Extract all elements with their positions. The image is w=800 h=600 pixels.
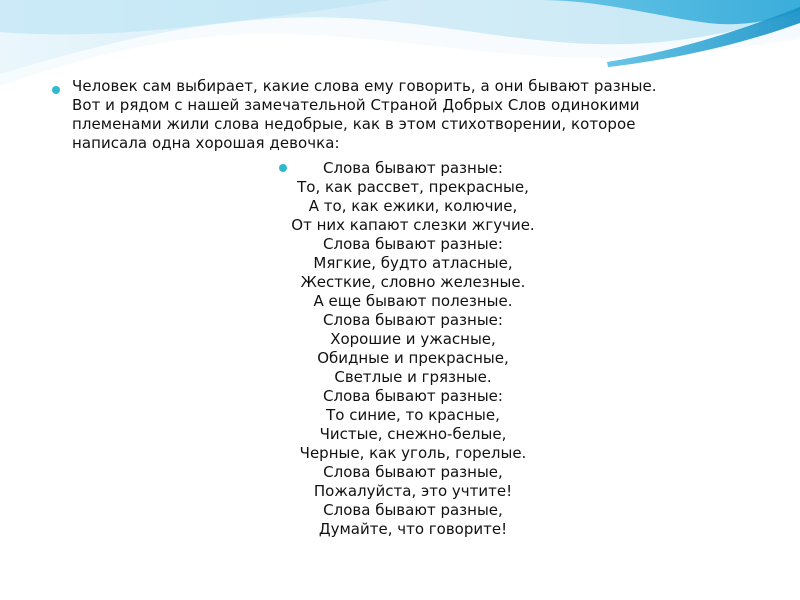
poem-line: А то, как ежики, колючие, [308, 197, 518, 215]
poem-line: Пожалуйста, это учтите! [313, 482, 513, 500]
poem-line: То, как рассвет, прекрасные, [297, 178, 529, 196]
poem-line: Думайте, что говорите! [318, 520, 508, 538]
poem-line: То синие, то красные, [326, 406, 500, 424]
intro-bullet-icon [52, 86, 60, 94]
poem-line: Слова бывают разные: [323, 311, 503, 329]
poem-line: Мягкие, будто атласные, [313, 254, 513, 272]
poem-line: А еще бывают полезные. [313, 292, 513, 310]
poem-line: Жесткие, словно железные. [300, 273, 526, 291]
poem-line: Слова бывают разные, [323, 501, 503, 519]
poem-line: Светлые и грязные. [334, 368, 492, 386]
poem-line: Слова бывают разные: [323, 387, 503, 405]
poem-line: Слова бывают разные: [323, 159, 503, 177]
poem-line: Обидные и прекрасные, [317, 349, 509, 367]
poem-line: Хорошие и ужасные, [330, 330, 496, 348]
intro-text: Человек сам выбирает, какие слова ему говорить, а они бывают разные. Вот и рядом с нашей замечательной Страной Добрых Слов одинокими племенами жили слова недобрые, как в этом стихотворении, которое написала одна хорошая девочка: [72, 77, 657, 152]
poem-line: Черные, как уголь, горелые. [299, 444, 527, 462]
poem-line: От них капают слезки жгучие. [291, 216, 535, 234]
poem-line: Слова бывают разные: [323, 235, 503, 253]
poem-line: Чистые, снежно-белые, [319, 425, 507, 443]
poem [272, 159, 554, 539]
poem-line: Слова бывают разные, [323, 463, 503, 481]
